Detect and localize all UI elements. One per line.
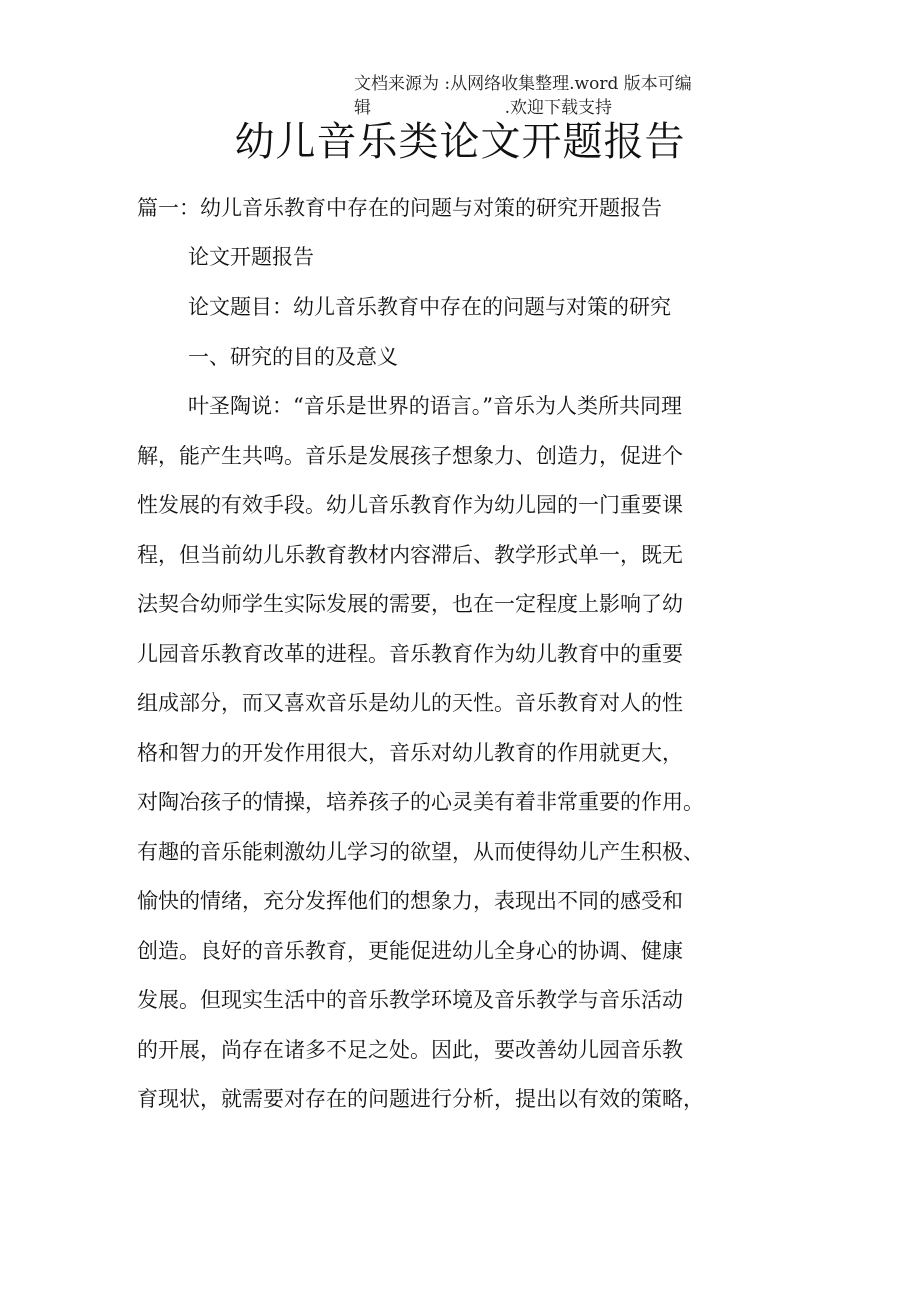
- subsection-heading: 一、研究的目的及意义: [188, 345, 398, 369]
- body-line: 儿园音乐教育改革的进程。音乐教育作为幼儿教育中的重要: [137, 642, 683, 666]
- body-line: 组成部分，而又喜欢音乐是幼儿的天性。音乐教育对人的性: [137, 691, 683, 715]
- body-line: 的开展，尚存在诸多不足之处。因此，要改善幼儿园音乐教: [137, 1038, 683, 1062]
- body-line: 发展。但现实生活中的音乐教学环境及音乐教学与音乐活动: [137, 988, 683, 1012]
- body-line: 解，能产生共鸣。音乐是发展孩子想象力、创造力，促进个: [137, 444, 683, 468]
- source-note-line-2-right: .欢迎下载支持: [504, 98, 612, 118]
- document-title: 幼儿音乐类论文开题报告: [234, 119, 686, 165]
- body-line: 叶圣陶说：“音乐是世界的语言。”音乐为人类所共同理: [188, 394, 682, 418]
- body-line: 育现状，就需要对存在的问题进行分析，提出以有效的策略，: [137, 1087, 704, 1111]
- source-note-line-2-left: 辑: [354, 98, 371, 118]
- section-heading: 篇一：幼儿音乐教育中存在的问题与对策的研究开题报告: [137, 196, 662, 220]
- source-note-line-1: 文档来源为 :从网络收集整理.word 版本可编: [354, 74, 692, 94]
- body-line: 性发展的有效手段。幼儿音乐教育作为幼儿园的一门重要课: [137, 493, 683, 517]
- paper-topic: 论文题目：幼儿音乐教育中存在的问题与对策的研究: [188, 295, 671, 319]
- body-line: 格和智力的开发作用很大，音乐对幼儿教育的作用就更大，: [137, 741, 683, 765]
- source-note: [354, 72, 694, 120]
- body-line: 愉快的情绪，充分发挥他们的想象力，表现出不同的感受和: [137, 889, 683, 913]
- body-line: 创造。良好的音乐教育，更能促进幼儿全身心的协调、健康: [137, 939, 683, 963]
- subheading: 论文开题报告: [188, 245, 314, 269]
- body-line: 法契合幼师学生实际发展的需要，也在一定程度上影响了幼: [137, 592, 683, 616]
- body-line: 程，但当前幼儿乐教育教材内容滞后、教学形式单一，既无: [137, 543, 683, 567]
- body-line: 对陶冶孩子的情操，培养孩子的心灵美有着非常重要的作用。: [137, 790, 704, 814]
- body-line: 有趣的音乐能刺激幼儿学习的欲望，从而使得幼儿产生积极、: [137, 840, 704, 864]
